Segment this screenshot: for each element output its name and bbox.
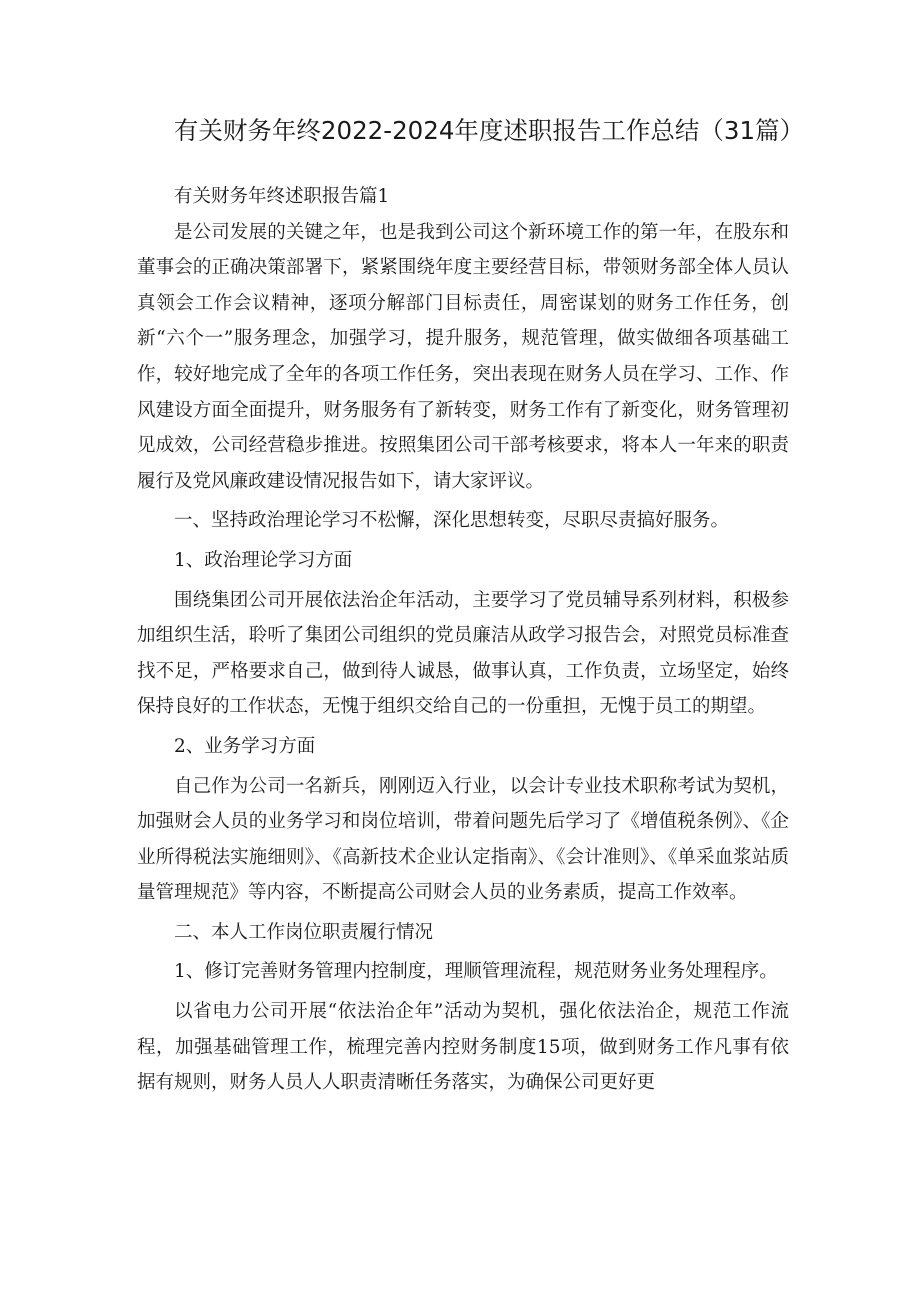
body-paragraph: 以省电力公司开展“依法治企年”活动为契机，强化依法治企，规范工作流程，加强基础管理工作，梳理完善内控财务制度15项，做到财务工作凡事有依据有规则，财务人员人人职责清晰任务落实，为确保公司更好更 (137, 1001, 789, 1094)
section-heading: 二、本人工作岗位职责履行情况 (174, 921, 434, 943)
body-paragraph: 自己作为公司一名新兵，刚刚迈入行业，以会计专业技术职称考试为契机，加强财会人员的业务学习和岗位培训，带着问题先后学习了《增值税条例》、《企业所得税法实施细则》、《高新技术企业认定指南》、《会计准则》、《单采血浆站质量管理规范》等内容，不断提高公司财会人员的业务素质，提高工作效率。 (137, 775, 789, 904)
section-heading: 一、坚持政治理论学习不松懈，深化思想转变，尽职尽责搞好服务。 (174, 510, 730, 532)
subsection-heading: 1、政治理论学习方面 (174, 549, 353, 571)
body-paragraph: 围绕集团公司开展依法治企年活动，主要学习了党员辅导系列材料，积极参加组织生活，聆听了集团公司组织的党员廉洁从政学习报告会，对照党员标准查找不足，严格要求自己，做到待人诚恳，做事认真，工作负责，立场坚定，始终保持良好的工作状态，无愧于组织交给自己的一份重担，无愧于员工的期望。 (137, 589, 789, 718)
document-body (137, 179, 789, 1101)
document-title: 有关财务年终2022-2024年度述职报告工作总结（31篇） (173, 116, 805, 145)
body-paragraph: 是公司发展的关键之年，也是我到公司这个新环境工作的第一年，在股东和董事会的正确决策部署下，紧紧围绕年度主要经营目标，带领财务部全体人员认真领会工作会议精神，逐项分解部门目标责任，周密谋划的财务工作任务，创新“六个一”服务理念，加强学习，提升服务，规范管理，做实做细各项基础工作，较好地完成了全年的各项工作任务，突出表现在财务人员在学习、工作、作风建设方面全面提升，财务服务有了新转变，财务工作有了新变化，财务管理初见成效，公司经营稳步推进。按照集团公司干部考核要求，将本人一年来的职责履行及党风廉政建设情况报告如下，请大家评议。 (137, 221, 789, 492)
subsection-heading: 2、业务学习方面 (174, 735, 316, 757)
subsection-heading: 1、修订完善财务管理内控制度，理顺管理流程，规范财务业务处理程序。 (174, 961, 778, 983)
section-heading: 有关财务年终述职报告篇1 (174, 186, 390, 207)
